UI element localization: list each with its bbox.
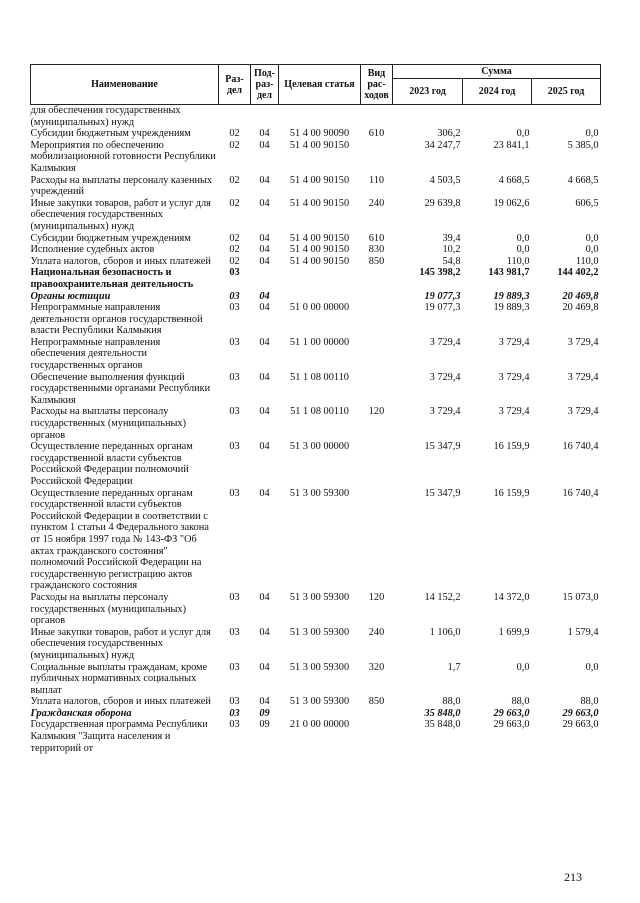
row-name: Иные закупки товаров, работ и услуг для обеспечения государственных (муниципальных) нужд bbox=[30, 197, 211, 232]
table-row bbox=[31, 592, 601, 627]
row-name: Иные закупки товаров, работ и услуг для обеспечения государственных (муниципальных) нужд bbox=[30, 626, 211, 661]
row-2024: 0,0 bbox=[516, 232, 530, 244]
row-type bbox=[361, 140, 393, 175]
row-name: Осуществление переданных органам государственной власти субъектов Российской Федерации полномочий Российской Федерации bbox=[30, 441, 193, 487]
row-section: 03 bbox=[229, 371, 240, 383]
row-2025: 0,0 bbox=[585, 244, 599, 256]
row-type: 610 bbox=[368, 232, 385, 244]
row-section: 02 bbox=[229, 232, 240, 244]
col-2024-header: 2024 год bbox=[463, 79, 532, 105]
row-type: 120 bbox=[368, 591, 385, 603]
row-2025: 3 729,4 bbox=[567, 371, 599, 383]
table-row bbox=[31, 175, 601, 198]
row-subsection: 04 bbox=[259, 371, 270, 383]
row-2025: 0,0 bbox=[585, 661, 599, 673]
row-2025: 16 740,4 bbox=[562, 441, 599, 453]
row-type: 240 bbox=[368, 626, 385, 638]
row-name: Субсидии бюджетным учреждениям bbox=[30, 232, 191, 244]
row-section: 02 bbox=[229, 197, 240, 209]
row-2024: 29 663,0 bbox=[493, 707, 530, 719]
row-target: 51 3 00 59300 bbox=[289, 661, 350, 673]
row-target bbox=[279, 267, 361, 290]
row-section: 03 bbox=[229, 336, 240, 348]
row-2024: 14 372,0 bbox=[493, 591, 530, 603]
row-section: 03 bbox=[229, 626, 240, 638]
row-name: Расходы на выплаты персоналу государственных (муниципальных) органов bbox=[30, 406, 187, 441]
row-subsection: 04 bbox=[259, 302, 270, 314]
row-2023: 145 398,2 bbox=[419, 267, 461, 279]
row-2023: 3 729,4 bbox=[429, 371, 461, 383]
row-2023: 4 503,5 bbox=[429, 174, 461, 186]
table-row bbox=[31, 256, 601, 268]
row-section bbox=[219, 105, 251, 129]
row-name: Непрограммные направления обеспечения деятельности государственных органов bbox=[30, 336, 161, 372]
table-header bbox=[31, 65, 601, 105]
row-target: 51 3 00 59300 bbox=[289, 591, 350, 603]
row-2025: 20 469,8 bbox=[562, 290, 599, 302]
row-section: 03 bbox=[229, 302, 240, 314]
row-type: 850 bbox=[368, 696, 385, 708]
table-row bbox=[31, 302, 601, 337]
table-row bbox=[31, 662, 601, 697]
row-name: Уплата налогов, сборов и иных платежей bbox=[30, 696, 211, 708]
row-2024: 0,0 bbox=[516, 244, 530, 256]
row-2025: 20 469,8 bbox=[562, 302, 599, 314]
row-name: Гражданская оборона bbox=[30, 707, 132, 719]
row-target: 51 0 00 00000 bbox=[289, 302, 350, 314]
table-row bbox=[31, 337, 601, 372]
table-row bbox=[31, 708, 601, 720]
row-subsection: 04 bbox=[259, 591, 270, 603]
row-2025: 15 073,0 bbox=[562, 591, 599, 603]
row-target: 51 3 00 59300 bbox=[289, 696, 350, 708]
row-2023: 3 729,4 bbox=[429, 336, 461, 348]
row-section: 03 bbox=[229, 661, 240, 673]
row-target: 51 3 00 59300 bbox=[289, 626, 350, 638]
row-2023: 88,0 bbox=[442, 696, 461, 708]
col-subsection-header: Под-раз-дел bbox=[251, 65, 279, 105]
row-name: Осуществление переданных органам государственной власти субъектов Российской Федерации в соответствии с пунктом 1 статьи 4 Федерального закона от 15 ноября 1997 года № 143-ФЗ "Об актах гражданского состояния" полномочий Российской Федерации на государственную регистрацию актов гражданского состояния bbox=[30, 487, 209, 592]
table-row bbox=[31, 441, 601, 487]
col-type-header: Вид рас-ходов bbox=[361, 65, 393, 105]
col-name-header: Наименование bbox=[31, 65, 219, 105]
row-subsection bbox=[251, 267, 279, 290]
row-2024: 0,0 bbox=[516, 128, 530, 140]
row-subsection: 04 bbox=[259, 290, 270, 302]
row-name: Социальные выплаты гражданам, кроме публичных нормативных социальных выплат bbox=[30, 661, 208, 696]
row-target: 51 4 00 90150 bbox=[289, 232, 350, 244]
row-subsection: 04 bbox=[259, 232, 270, 244]
row-name: Непрограммные направления деятельности органов государственной власти Республики Калмыкия bbox=[30, 302, 203, 337]
row-target: 51 4 00 90150 bbox=[289, 197, 350, 209]
row-2023: 54,8 bbox=[442, 255, 461, 267]
row-2024: 3 729,4 bbox=[498, 336, 530, 348]
row-type bbox=[361, 105, 393, 129]
page-number: 213 bbox=[564, 870, 582, 884]
row-type bbox=[361, 337, 393, 372]
row-2023: 14 152,2 bbox=[424, 591, 461, 603]
col-target-header: Целевая статья bbox=[279, 65, 361, 105]
row-2024: 143 981,7 bbox=[488, 267, 530, 279]
row-2023 bbox=[393, 105, 463, 129]
row-type: 830 bbox=[368, 244, 385, 256]
row-type: 240 bbox=[368, 197, 385, 209]
row-name: Расходы на выплаты персоналу государственных (муниципальных) органов bbox=[30, 591, 187, 627]
row-2025: 3 729,4 bbox=[567, 336, 599, 348]
row-2025: 5 385,0 bbox=[567, 139, 599, 151]
row-section: 02 bbox=[229, 128, 240, 140]
row-type: 850 bbox=[368, 255, 385, 267]
row-subsection: 04 bbox=[259, 487, 270, 499]
budget-table-page bbox=[30, 64, 600, 754]
row-type: 320 bbox=[368, 661, 385, 673]
row-section: 02 bbox=[229, 255, 240, 267]
row-subsection: 09 bbox=[259, 719, 270, 731]
col-2023-header: 2023 год bbox=[393, 79, 463, 105]
row-2025: 110,0 bbox=[575, 255, 599, 267]
row-2024: 19 889,3 bbox=[493, 290, 530, 302]
row-2023: 34 247,7 bbox=[424, 139, 461, 151]
row-section: 03 bbox=[229, 696, 240, 708]
row-type bbox=[361, 267, 393, 290]
row-type bbox=[361, 291, 393, 303]
row-2024: 88,0 bbox=[511, 696, 530, 708]
row-type bbox=[361, 488, 393, 592]
row-2024: 3 729,4 bbox=[498, 406, 530, 418]
row-subsection: 04 bbox=[259, 661, 270, 673]
col-section-header: Раз-дел bbox=[219, 65, 251, 105]
row-section: 03 bbox=[229, 707, 240, 719]
row-target bbox=[279, 105, 361, 129]
row-name: Обеспечение выполнения функций государственными органами Республики Калмыкия bbox=[30, 371, 211, 406]
row-target: 51 3 00 00000 bbox=[289, 441, 350, 453]
row-2024: 110,0 bbox=[506, 255, 530, 267]
row-type: 610 bbox=[368, 128, 385, 140]
col-2025-header: 2025 год bbox=[532, 79, 601, 105]
table-row bbox=[31, 719, 601, 754]
row-2025: 29 663,0 bbox=[562, 719, 599, 731]
table-row bbox=[31, 488, 601, 592]
row-target bbox=[279, 708, 361, 720]
row-subsection: 04 bbox=[259, 626, 270, 638]
row-type: 110 bbox=[368, 174, 385, 186]
row-2024: 0,0 bbox=[516, 661, 530, 673]
row-2023: 29 639,8 bbox=[424, 197, 461, 209]
row-target: 51 4 00 90090 bbox=[289, 128, 350, 140]
row-subsection: 04 bbox=[259, 128, 270, 140]
row-section: 02 bbox=[229, 174, 240, 186]
table-row bbox=[31, 291, 601, 303]
row-section: 02 bbox=[229, 244, 240, 256]
row-2023: 35 848,0 bbox=[424, 707, 461, 719]
row-name: Органы юстиции bbox=[30, 290, 111, 302]
row-2025: 16 740,4 bbox=[562, 487, 599, 499]
row-2023: 35 848,0 bbox=[424, 719, 461, 731]
row-subsection: 04 bbox=[259, 139, 270, 151]
row-2025: 144 402,2 bbox=[557, 267, 599, 279]
row-section: 03 bbox=[229, 591, 240, 603]
row-target: 51 3 00 59300 bbox=[289, 487, 350, 499]
row-2023: 1 106,0 bbox=[429, 626, 461, 638]
row-2024: 19 062,6 bbox=[493, 197, 530, 209]
row-2023: 3 729,4 bbox=[429, 406, 461, 418]
table-row bbox=[31, 105, 601, 129]
row-target: 21 0 00 00000 bbox=[289, 719, 350, 731]
row-2023: 1,7 bbox=[447, 661, 461, 673]
table-row bbox=[31, 406, 601, 441]
row-2024 bbox=[463, 105, 532, 129]
table-row bbox=[31, 267, 601, 290]
row-target: 51 4 00 90150 bbox=[289, 174, 350, 186]
row-2024: 1 699,9 bbox=[498, 626, 530, 638]
row-section: 03 bbox=[229, 441, 240, 453]
row-2025: 606,5 bbox=[575, 197, 599, 209]
row-subsection: 04 bbox=[259, 696, 270, 708]
row-name: Уплата налогов, сборов и иных платежей bbox=[30, 255, 211, 267]
row-section: 03 bbox=[229, 719, 240, 731]
row-2023: 15 347,9 bbox=[424, 487, 461, 499]
row-target: 51 4 00 90150 bbox=[289, 255, 350, 267]
row-target: 51 1 08 00110 bbox=[290, 406, 349, 418]
row-2025: 29 663,0 bbox=[562, 707, 599, 719]
row-2023: 10,2 bbox=[442, 244, 461, 256]
row-2024: 16 159,9 bbox=[493, 441, 530, 453]
row-subsection: 04 bbox=[259, 406, 270, 418]
row-2024: 3 729,4 bbox=[498, 371, 530, 383]
row-target: 51 1 08 00110 bbox=[290, 371, 349, 383]
row-2024: 29 663,0 bbox=[493, 719, 530, 731]
row-2023: 19 077,3 bbox=[424, 302, 461, 314]
table-row bbox=[31, 128, 601, 140]
table-row bbox=[31, 198, 601, 233]
budget-table bbox=[30, 64, 601, 754]
table-row bbox=[31, 627, 601, 662]
table-row bbox=[31, 244, 601, 256]
row-2025: 4 668,5 bbox=[567, 174, 599, 186]
row-2023: 39,4 bbox=[442, 232, 461, 244]
row-subsection: 09 bbox=[259, 707, 270, 719]
row-target: 51 1 00 00000 bbox=[289, 336, 350, 348]
row-section: 03 bbox=[229, 267, 240, 279]
row-subsection: 04 bbox=[259, 441, 270, 453]
row-section: 03 bbox=[229, 290, 240, 302]
table-body bbox=[31, 105, 601, 755]
table-row bbox=[31, 372, 601, 407]
row-2023: 15 347,9 bbox=[424, 441, 461, 453]
row-2024: 4 668,5 bbox=[498, 174, 530, 186]
row-subsection: 04 bbox=[259, 197, 270, 209]
row-2025: 3 729,4 bbox=[567, 406, 599, 418]
row-2025 bbox=[532, 105, 601, 129]
row-subsection: 04 bbox=[259, 255, 270, 267]
row-type bbox=[361, 441, 393, 487]
row-2023: 306,2 bbox=[437, 128, 461, 140]
table-row bbox=[31, 696, 601, 708]
row-target bbox=[279, 291, 361, 303]
col-sum-header: Сумма bbox=[393, 65, 601, 79]
row-2025: 0,0 bbox=[585, 128, 599, 140]
row-2025: 88,0 bbox=[580, 696, 599, 708]
row-name: Мероприятия по обеспечению мобилизационной готовности Республики Калмыкия bbox=[30, 139, 216, 174]
row-type bbox=[361, 302, 393, 337]
row-name: Расходы на выплаты персоналу казенных учреждений bbox=[30, 174, 213, 198]
row-subsection bbox=[251, 105, 279, 129]
row-name: Субсидии бюджетным учреждениям bbox=[30, 128, 191, 140]
row-name: Государственная программа Республики Калмыкия "Защита населения и территорий от bbox=[30, 719, 208, 754]
row-name: для обеспечения государственных (муниципальных) нужд bbox=[30, 105, 181, 128]
row-target: 51 4 00 90150 bbox=[289, 244, 350, 256]
row-2025: 0,0 bbox=[585, 232, 599, 244]
table-row bbox=[31, 140, 601, 175]
row-target: 51 4 00 90150 bbox=[289, 139, 350, 151]
row-type bbox=[361, 719, 393, 754]
row-subsection: 04 bbox=[259, 336, 270, 348]
row-2023: 19 077,3 bbox=[424, 290, 461, 302]
row-2024: 19 889,3 bbox=[493, 302, 530, 314]
table-row bbox=[31, 233, 601, 245]
row-section: 03 bbox=[229, 406, 240, 418]
row-type bbox=[361, 708, 393, 720]
row-section: 03 bbox=[229, 487, 240, 499]
row-section: 02 bbox=[229, 139, 240, 151]
row-subsection: 04 bbox=[259, 244, 270, 256]
row-name: Национальная безопасность и правоохранительная деятельность bbox=[30, 267, 194, 290]
row-name: Исполнение судебных актов bbox=[30, 244, 155, 256]
row-2024: 16 159,9 bbox=[493, 487, 530, 499]
row-subsection: 04 bbox=[259, 174, 270, 186]
row-2025: 1 579,4 bbox=[567, 626, 599, 638]
row-2024: 23 841,1 bbox=[493, 139, 530, 151]
row-type: 120 bbox=[368, 406, 385, 418]
row-type bbox=[361, 372, 393, 407]
